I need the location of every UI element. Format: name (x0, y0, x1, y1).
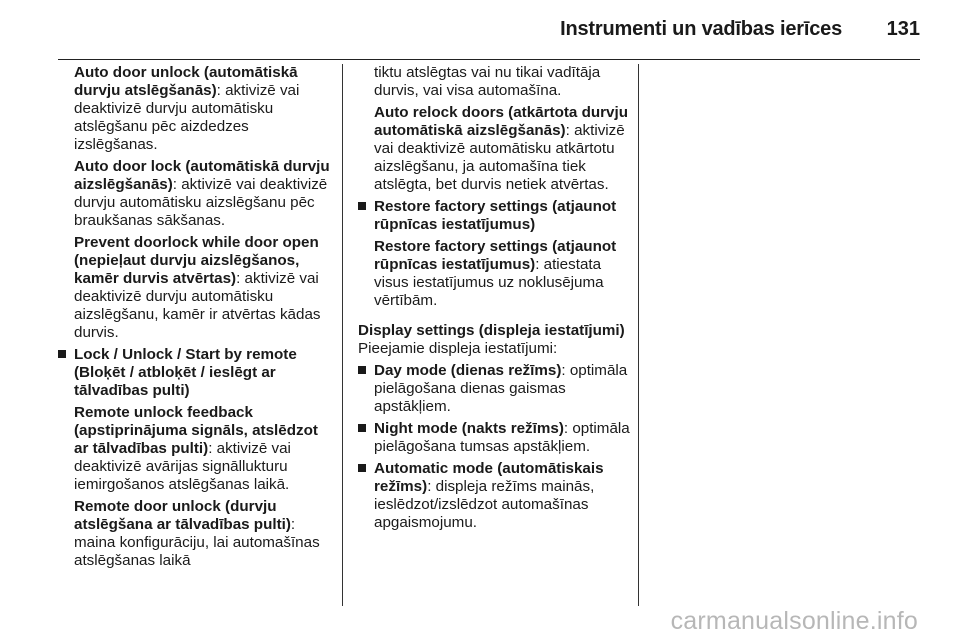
bullet-square-icon (358, 202, 366, 210)
description: : displeja režīms mainās, ieslēdzot/izslēdzot automašīnas apgaismojumu. (374, 478, 595, 531)
description: : aktivizē vai deaktivizē automātisku atkārtotu aizslēgšanu, ja automašīna tiek atslēgta, bet durvis netiek atvērtas. (374, 122, 625, 193)
description: : aktivizē vai deaktivizē durvju automātisku atslēgšanu pēc aizdedzes izslēgšanas. (74, 82, 300, 153)
term: Auto door lock (automātiskā durvju aizslēgšanās) (74, 158, 330, 193)
column-divider-right (638, 64, 639, 606)
page-header (0, 0, 960, 60)
term: Remote unlock feedback (apstiprinājuma signāls, atslēdzot ar tālvadības pulti) (74, 404, 318, 457)
description: : aktivizē vai deaktivizē durvju automātisku aizslēgšanu, kamēr ir atvērtas kādas durvis. (74, 270, 321, 341)
paragraph-remote-door-unlock (58, 498, 334, 570)
term: Prevent doorlock while door open (nepieļaut durvju aizslēgšanos, kamēr durvis atvērtas) (74, 234, 319, 287)
paragraph-prevent-doorlock (58, 234, 334, 342)
header-rule (58, 59, 920, 60)
description: : aktivizē vai deaktivizē durvju automātisku aizslēgšanu pēc braukšanas sākšanas. (74, 176, 328, 229)
column-middle (358, 64, 630, 536)
bullet-text: Restore factory settings (atjaunot rūpnīcas iestatījumus) (374, 198, 617, 233)
term: Night mode (nakts režīms) (374, 420, 564, 437)
bullet-night-mode (358, 420, 630, 456)
description: : atiestata visus iestatījumus uz noklusējuma vērtībām. (374, 256, 604, 309)
bullet-square-icon (58, 350, 66, 358)
watermark-text: carmanualsonline.info (670, 607, 918, 635)
bullet-day-mode (358, 362, 630, 416)
bullet-square-icon (358, 366, 366, 374)
bullet-text: Lock / Unlock / Start by remote (Bloķēt / atbloķēt / ieslēgt ar tālvadības pulti) (74, 346, 297, 399)
paragraph-auto-door-unlock (58, 64, 334, 154)
term: Automatic mode (automātiskais režīms) (374, 460, 604, 495)
term: Auto door unlock (automātiskā durvju atslēgšanās) (74, 64, 298, 99)
term: Day mode (dienas režīms) (374, 362, 562, 379)
bullet-automatic-mode (358, 460, 630, 532)
description: tiktu atslēgtas vai nu tikai vadītāja durvis, vai visa automašīna. (374, 64, 601, 99)
page-number: 131 (886, 18, 920, 40)
section-title-display-settings: Display settings (displeja iestatījumi) (358, 322, 625, 339)
paragraph-auto-relock (358, 104, 630, 194)
paragraph-remote-unlock-feedback (58, 404, 334, 494)
bullet-square-icon (358, 464, 366, 472)
term: Auto relock doors (atkārtota durvju automātiskā aizslēgšanās) (374, 104, 629, 139)
page-title: Instrumenti un vadības ierīces (560, 18, 842, 40)
paragraph-auto-door-lock (58, 158, 334, 230)
column-divider-left (342, 64, 343, 606)
description: : maina konfigurāciju, lai automašīnas atslēgšanas laikā (74, 516, 320, 569)
term: Remote door unlock (durvju atslēgšana ar tālvadības pulti) (74, 498, 291, 533)
bullet-lock-unlock-start (58, 346, 334, 400)
description: : optimāla pielāgošana dienas gaismas apstākļiem. (374, 362, 628, 415)
paragraph-restore-factory (358, 238, 630, 310)
description: : optimāla pielāgošana tumsas apstākļiem. (374, 420, 630, 455)
bullet-restore-factory (358, 198, 630, 234)
bullet-square-icon (358, 424, 366, 432)
section-intro: Pieejamie displeja iestatījumi: (358, 340, 558, 357)
paragraph-continuation (358, 64, 630, 100)
column-left (58, 64, 334, 574)
term: Restore factory settings (atjaunot rūpnīcas iestatījumus) (374, 238, 617, 273)
description: : aktivizē vai deaktivizē avārijas signāllukturu iemirgošanos atslēgšanas laikā. (74, 440, 291, 493)
